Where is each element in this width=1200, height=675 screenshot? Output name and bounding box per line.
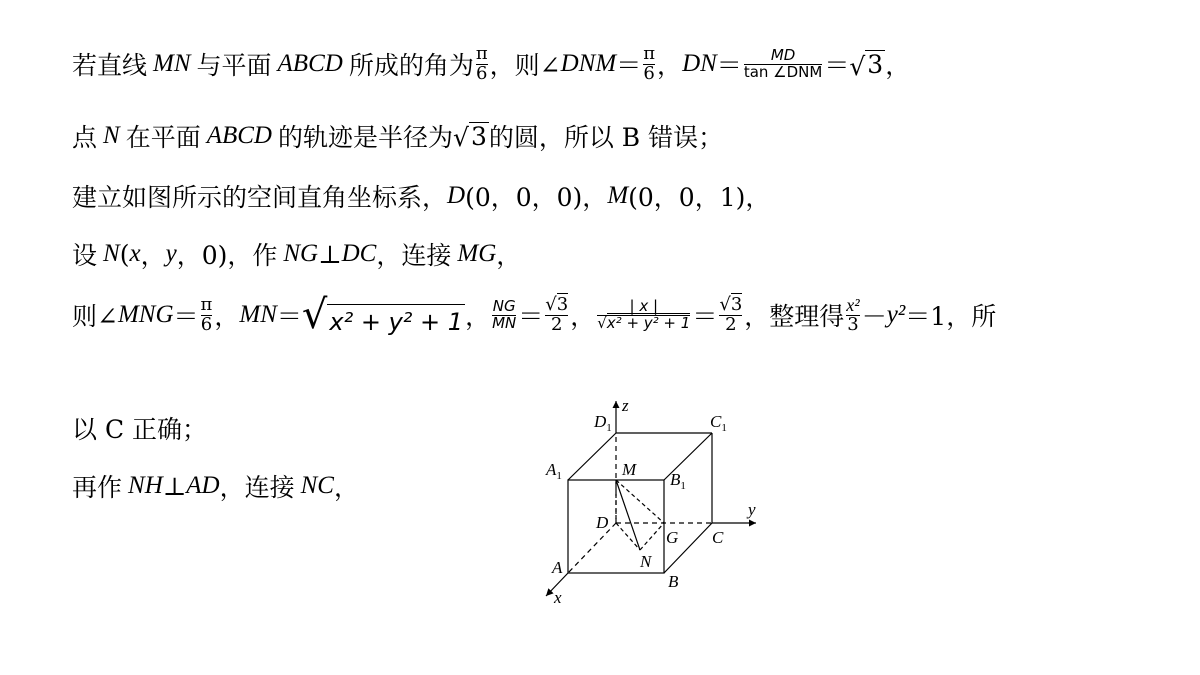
equals: ＝	[824, 51, 850, 81]
fraction-pi-6	[476, 45, 488, 84]
denominator: 3	[847, 313, 859, 335]
math-var: DC	[341, 240, 377, 267]
numerator: | x |	[629, 296, 659, 315]
radicand: x² + y² + 1	[327, 304, 465, 335]
equals: ＝	[276, 302, 302, 331]
perp-symbol: ⊥	[162, 471, 187, 501]
equals: ＝	[173, 302, 199, 331]
equals: ＝	[616, 51, 642, 81]
math-var: N	[103, 122, 120, 149]
math-var: MG	[457, 240, 497, 267]
text: 则∠	[72, 302, 118, 331]
math-var: AD	[186, 472, 220, 499]
text: ，整理得	[744, 302, 845, 331]
radicand: 3	[730, 293, 743, 315]
numerator: π	[200, 293, 213, 315]
denominator: 2	[725, 313, 737, 335]
segment-D-N	[616, 523, 640, 550]
text-line-4	[72, 236, 521, 272]
math-var: NC	[300, 472, 334, 499]
sqrt-3	[849, 50, 885, 79]
math-var: N	[103, 240, 120, 267]
sqrt-symbol: √	[301, 292, 328, 338]
equals: ＝	[518, 302, 544, 331]
fraction-absx-sqrt	[597, 296, 691, 332]
text: 在平面	[125, 123, 201, 152]
math-var: M	[607, 182, 629, 209]
numerator: NG	[492, 296, 516, 315]
label-y: y	[748, 500, 756, 519]
text: 建立如图所示的空间直角坐标系，	[72, 183, 448, 212]
math-var: MNG	[117, 301, 174, 328]
math-var: NH	[128, 472, 163, 499]
equals: ＝	[716, 51, 742, 81]
text: ，	[657, 51, 683, 81]
text-line-1	[72, 45, 910, 84]
denominator: 6	[200, 313, 213, 335]
text-line-5	[72, 292, 997, 338]
fraction-ng-mn	[492, 296, 517, 332]
text: (	[119, 239, 130, 269]
cube-diagram	[530, 395, 770, 610]
text: ，则∠	[489, 51, 561, 81]
label-D: D	[596, 513, 609, 532]
label-A1: $A_1$	[546, 460, 562, 482]
numerator: √3	[545, 293, 569, 315]
denominator: √x² + y² + 1	[597, 313, 691, 332]
segment-N-G	[640, 523, 664, 550]
text: ，	[570, 302, 596, 331]
text: 的圆，所以 B 错误；	[488, 123, 724, 152]
math-var: DNM	[560, 50, 617, 78]
text: ，	[496, 241, 522, 270]
radicand: 3	[867, 50, 884, 80]
denominator: 6	[643, 62, 655, 84]
text: 与平面	[196, 51, 272, 81]
label-C: C	[712, 528, 724, 547]
text: 若直线	[72, 51, 148, 81]
denominator: MN	[492, 313, 517, 332]
math-var: DN	[682, 50, 717, 78]
text: 再作	[72, 473, 123, 502]
text: (0，0，1)，	[628, 183, 771, 212]
text-line-7	[72, 468, 359, 504]
math-var: MN	[153, 50, 191, 78]
text: 所成的角为	[348, 51, 474, 81]
fraction-md-tan	[744, 48, 823, 81]
math-var: ABCD	[277, 50, 343, 78]
label-x: x	[554, 588, 562, 607]
numerator: MD	[770, 46, 796, 65]
math-var: y	[165, 240, 177, 267]
text: 的轨迹是半径为	[278, 123, 454, 152]
fraction-sqrt3-2	[545, 293, 569, 335]
text-line-3	[72, 178, 770, 214]
denominator: 2	[551, 313, 563, 335]
radicand: 3	[470, 121, 487, 151]
text: ，	[140, 241, 166, 270]
text: ，	[465, 302, 491, 331]
label-B: B	[668, 572, 679, 591]
label-z: z	[622, 396, 629, 415]
math-var: ABCD	[206, 122, 272, 149]
radicand: x² + y² + 1	[606, 313, 691, 332]
math-var: y²	[886, 301, 906, 328]
label-N: N	[640, 552, 652, 571]
numerator: √3	[719, 293, 743, 315]
text: ，0)，作	[176, 241, 278, 270]
text: ，连接	[219, 473, 295, 502]
numerator: x²	[846, 294, 860, 315]
text: 以 C 正确；	[72, 415, 208, 444]
math-var: D	[447, 182, 466, 209]
fraction-x2-3	[846, 296, 859, 335]
numerator: π	[475, 43, 488, 64]
label-M: M	[622, 460, 637, 479]
text-line-6	[72, 410, 207, 446]
minus: －	[861, 302, 887, 331]
text: 点	[72, 123, 98, 152]
sqrt-3	[453, 122, 489, 151]
label-G: G	[666, 528, 679, 547]
text-line-2	[72, 118, 723, 154]
text: ，	[214, 302, 240, 331]
text: ＝1，所	[905, 302, 997, 331]
equals: ＝	[692, 302, 718, 331]
math-var: x	[129, 240, 141, 267]
sqrt-symbol: √	[453, 123, 469, 153]
numerator: π	[643, 43, 656, 64]
label-D1: $D_1$	[594, 412, 612, 434]
sqrt-radical	[301, 292, 465, 338]
fraction-sqrt3-2	[719, 293, 743, 335]
math-var: MN	[239, 301, 277, 328]
denominator: 6	[476, 62, 488, 84]
text: ，	[333, 473, 359, 502]
fraction-pi-6	[200, 293, 213, 335]
label-A: A	[552, 558, 563, 577]
fraction-pi-6	[643, 45, 655, 84]
label-C1: $C_1$	[710, 412, 727, 434]
text: (0，0，0)，	[465, 183, 608, 212]
edge-D-A	[568, 523, 616, 573]
math-var: NG	[283, 240, 319, 267]
label-B1: $B_1$	[670, 470, 686, 492]
denominator: tan ∠DNM	[743, 62, 823, 81]
text: ，	[885, 51, 911, 81]
text: 设	[72, 241, 98, 270]
text: ，连接	[376, 241, 452, 270]
sqrt-symbol: √	[849, 51, 866, 81]
radicand: 3	[556, 293, 569, 315]
edge-A1-D1	[568, 433, 616, 480]
perp-symbol: ⊥	[318, 239, 342, 269]
